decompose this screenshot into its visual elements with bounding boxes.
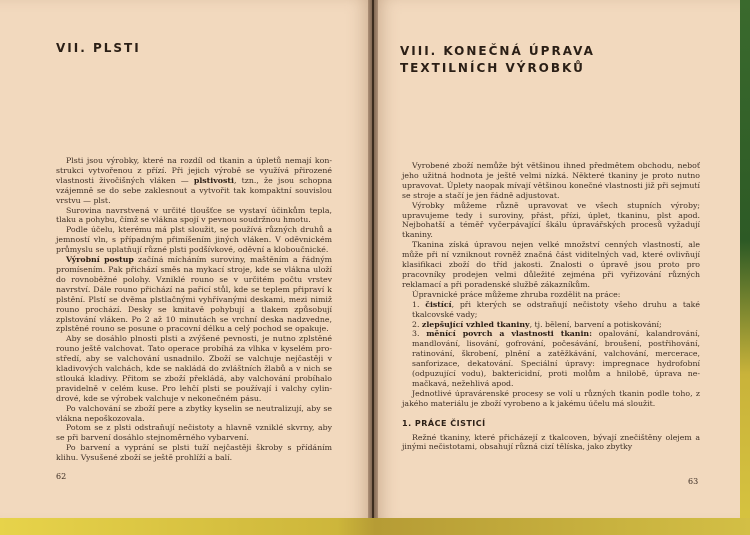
text-run: , tzn., že jsou schopna vzájemně se do sebe zaklesnout a vytvořit tak kompaktní souvislou vrstvu — plst. [56,175,332,205]
list-item-paragraph [402,300,700,320]
text-run: Potom se z plsti odstraňují nečistoty a hlavně vzniklé skvrny, aby se při barvení dosáhlo stejnoměrného vybarvení. [56,423,332,443]
paragraph [402,433,700,453]
text-run: Surovina navrstvená v určité tloušťce se vystaví účinkům tepla, tlaku a pohybu, čímž se vlákna spojí v pevnou soudržnou hmotu. [56,205,332,225]
book-cover-edge-bottom [0,518,750,535]
paragraph [56,225,332,255]
text-run: Tkanina získá úpravou nejen velké množství cenných vlastností, ale může při ní vzniknout rovněž značná část viditelných vad, které ovlivňují klasifikaci zboží do tříd jakosti. Znalosti o úpravě jsou proto pro pracovníky prodejen velmi důležité zejména při vyřizování různých reklamací a při poradenské službě zákazníkům. [402,240,700,289]
text-run: Vyrobené zboží nemůže být většinou ihned předmětem obchodu, neboť jeho užitná hodnota je ještě velmi nízká. Některé tkaniny je proto nutno upravovat. Úplety naopak mívají většinou konečné vlastnosti již při sejmutí se stroje a stačí je jen řádně adjustovat. [402,161,700,200]
text-run: Po valchování se zboží pere a zbytky kyselin se neutralizují, aby se vlákna nepoškozovala. [56,403,332,423]
section-heading: 1. PRÁCE ČISTICÍ [402,418,486,428]
paragraph [56,423,332,443]
text-run: 1. [412,299,426,309]
right-page [374,0,740,525]
bold-term: zlepšující vzhled tkaniny [421,319,530,329]
paragraph [56,206,332,226]
right-body-text [402,161,700,452]
right-main-paragraphs [402,161,700,409]
paragraph [56,334,332,403]
text-run: Po barvení a vyprání se plsti tuží nejčastěji škroby s přídáním klihu. Vysušené zboží se ještě prohlíží a balí. [56,443,332,463]
left-page [0,0,372,525]
paragraph [56,404,332,424]
list-item-paragraph [402,329,700,388]
paragraph [402,161,700,201]
text-run: začíná mícháním suroviny, maštěním a řádným promísením. Pak přichází směs na mykací stroje, kde se vlákna uloží do rovnoběžné polohy. Vzniklé rouno se v určitém počtu vrstev navrství. Dále rouno přichází na pařicí stůl, kde se teplem připraví k plstění. Plstí se dvěma plstlačnými vyhřívanými deskami, mezi nimiž rouno prochází. Desky se kmitavě pohybují a tlakem způsobují zplstování vláken. Po 2 až 10 minutách se vrchní deska nadzvedne, zplstěné rouno se posune o pracovní délku a celý pochod se opakuje. [56,255,333,334]
text-run: Výrobky můžeme různě upravovat ve všech stupních výroby; upravujeme tedy i suroviny, přást, přízi, úplet, tkaninu, plst apod. Nejbohatší a téměř vyčerpávající škálu úpravářských procesů vyžadují tkaniny. [402,200,700,240]
page-number-left: 62 [56,472,67,481]
right-after-heading-paragraphs [402,433,700,453]
text-run: , tj. bělení, barvení a potiskování; [529,319,662,329]
list-item-paragraph [402,320,700,330]
paragraph [56,156,332,206]
paragraph [56,443,332,463]
text-run: 2. [412,319,422,329]
bold-term: plstivosti [193,175,234,185]
text-run: Režné tkaniny, které přicházejí z tkalcoven, bývají znečištěny olejem a jinými nečistotami, obsahují různá cizí tělíska, jako zbytky [402,432,700,452]
text-run: Plsti jsou výrobky, které na rozdíl od tkanin a úpletů nemají konstrukci vytvořenou z přízí. Při jejich výrobě se využívá přirozené vlastnosti živočišných vláken — [56,156,332,185]
text-run: Jednotlivé úpravárenské procesy se volí u různých tkanin podle toho, z jakého materiálu je zboží vyrobeno a k jakému účelu má sloužit. [402,388,700,408]
chapter-title-right: VIII. KONEČNÁ ÚPRAVA TEXTILNÍCH VÝROBKŮ [400,44,595,75]
paragraph [402,240,700,290]
bold-term: čistící [425,299,452,309]
text-run: , při kterých se odstraňují nečistoty všeho druhu a také tkalcovské vady; [412,299,700,319]
paragraph [402,201,700,241]
book-gutter [368,0,378,525]
text-run: 3. [412,329,427,339]
book-cover-edge-right [740,0,750,535]
paragraph [402,389,700,409]
text-run: Podle účelu, kterému má plst sloužit, se používá různých druhů a jemností vln, s případným přimíšením jiných vláken. V oděvnickém průmyslu se uplatňují různé plsti podšívkové, oděvní a kloboučnické. [56,225,332,255]
left-body-text [56,156,332,463]
text-run: Aby se dosáhlo plnosti plsti a zvýšené pevnosti, je nutno zplstěné rouno ještě valchovat. Tato operace probíhá za vlhka v kyselém prostředí, aby se valchování usnadnilo. Zboží se valchuje nejčastěji v kladivových valchách, kde se nakládá do zvláštních žlabů a v nich se stlouká kladivy. Přitom se zboží překládá, aby valchování probíhalo pravidelně v celém kuse. Pro lehčí plsti se používají i valchy cylindrové, kde se výrobek valchuje v nekonečném pásu. [56,334,332,403]
paragraph [402,290,700,300]
text-run: opalování, kalandrování, mandlování, lisování, gofrování, počesávání, broušení, postřihování, ratinování, škrobení, plnění a zatěžkávání, valchování, mercerace, sanforizace, dekatování. Speciální úpravy: impregnace hydrofobní (odpuzující vodu), baktericidní, proti molům a hnilobě, úprava nemačkavá, nežehlivá apod. [412,329,700,388]
chapter-title-left: VII. PLSTI [56,41,141,55]
page-number-right: 63 [688,477,699,486]
paragraph [56,255,332,334]
bold-term: měnící povrch a vlastnosti tkanin: [426,329,592,339]
bold-term: Výrobní postup [66,255,134,265]
text-run: Úpravnické práce můžeme zhruba rozdělit na práce: [412,289,621,299]
